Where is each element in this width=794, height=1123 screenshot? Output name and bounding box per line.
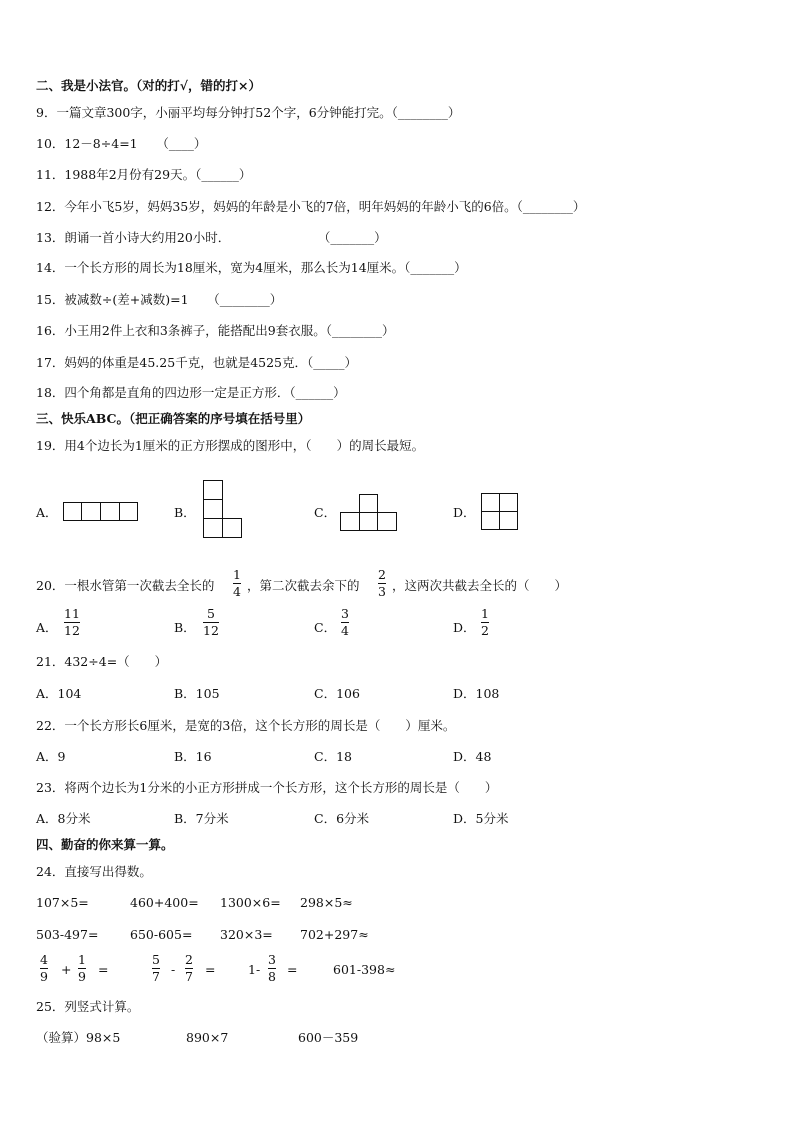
q21-option-d: D．108 [453, 686, 500, 701]
question-18: 18．四个角都是直角的四边形一定是正方形．（______） [36, 385, 346, 400]
section-4-title: 四、勤奋的你来算一算。 [36, 837, 174, 852]
question-11: 11．1988年2月份有29天。（______） [36, 167, 252, 182]
q24-plus: + [61, 962, 72, 977]
q25-item-2: 890×7 [186, 1030, 229, 1045]
frac-d-num: 2 [185, 952, 193, 967]
q22-option-b: B．16 [174, 749, 212, 764]
q25-item-3: 600－359 [298, 1030, 359, 1045]
frac-e-den: 8 [268, 969, 276, 984]
q24-one-minus: 1- [248, 962, 261, 977]
q24-r1-c2: 460+400= [130, 895, 199, 910]
q20-b-den: 12 [203, 623, 219, 638]
q24-frac-4-9 [40, 953, 48, 984]
q24-r2-c1: 503-497= [36, 927, 99, 942]
q20-option-b-fraction [203, 607, 219, 638]
q23-option-a: A．8分米 [36, 811, 91, 826]
q23-option-d: D．5分米 [453, 811, 509, 826]
q20-f1-den: 4 [233, 584, 241, 599]
q24-r2-c4: 702+297≈ [300, 927, 369, 942]
q19-option-b: B． [174, 505, 196, 520]
frac-c-num: 5 [152, 952, 160, 967]
question-22: 22．一个长方形长6厘米，是宽的3倍，这个长方形的周长是（ ）厘米。 [36, 718, 456, 733]
question-12: 12．今年小飞5岁，妈妈35岁，妈妈的年龄是小飞的7倍，明年妈妈的年龄小飞的6倍。（________） [36, 199, 586, 214]
q19-figure-d [481, 493, 521, 533]
q24-r1-c4: 298×5≈ [300, 895, 353, 910]
question-13: 13．朗诵一首小诗大约用20小时． （_______） [36, 230, 387, 245]
q20-f2-num: 2 [378, 567, 386, 582]
q23-option-b: B．7分米 [174, 811, 229, 826]
q20-fraction-2 [378, 568, 386, 599]
q21-option-b: B．105 [174, 686, 220, 701]
question-10: 10．12－8÷4=1 （____） [36, 136, 207, 151]
q20-option-b-label: B． [174, 620, 196, 635]
q23-option-c: C．6分米 [314, 811, 370, 826]
question-25: 25．列竖式计算。 [36, 999, 140, 1014]
q20-d-num: 1 [481, 606, 489, 621]
frac-b-den: 9 [78, 969, 86, 984]
q24-eq-1: = [98, 962, 109, 977]
q19-figure-c [340, 494, 400, 534]
question-14: 14．一个长方形的周长为18厘米，宽为4厘米，那么长为14厘米。（_______） [36, 260, 467, 275]
q24-minus: - [171, 962, 176, 977]
q24-r2-c3: 320×3= [220, 927, 273, 942]
q25-item-1: （验算）98×5 [36, 1030, 121, 1045]
q20-a-den: 12 [64, 623, 80, 638]
q19-figure-a [63, 502, 139, 522]
q24-frac-3-8 [268, 953, 276, 984]
question-17: 17．妈妈的体重是45.25千克，也就是4525克．（_____） [36, 355, 358, 370]
question-9: 9．一篇文章300字，小丽平均每分钟打52个字，6分钟能打完。（________） [36, 105, 461, 120]
q20-c-num: 3 [341, 606, 349, 621]
frac-d-den: 7 [185, 969, 193, 984]
q22-option-a: A．9 [36, 749, 66, 764]
q21-option-a: A．104 [36, 686, 82, 701]
section-3-title: 三、快乐ABC。（把正确答案的序号填在括号里） [36, 411, 311, 426]
question-21: 21．432÷4=（ ） [36, 654, 168, 669]
question-23: 23．将两个边长为1分米的小正方形拼成一个长方形，这个长方形的周长是（ ） [36, 780, 498, 795]
q21-option-c: C．106 [314, 686, 360, 701]
q20-b-num: 5 [206, 606, 215, 621]
q22-option-c: C．18 [314, 749, 352, 764]
q24-frac-1-9 [78, 953, 86, 984]
q20-option-d-label: D． [453, 620, 476, 635]
frac-a-num: 4 [40, 952, 48, 967]
q20-stem-a: 20．一根水管第一次截去全长的 [36, 578, 215, 593]
q20-fraction-1 [233, 568, 241, 599]
q20-d-den: 2 [481, 623, 489, 638]
q24-r1-c1: 107×5= [36, 895, 89, 910]
question-15: 15．被减数÷(差+减数)=1 （________） [36, 292, 283, 307]
q20-stem-b: ，第二次截去余下的 [247, 578, 360, 593]
q20-option-a-fraction [64, 607, 80, 638]
q22-option-d: D．48 [453, 749, 492, 764]
q20-f1-num: 1 [233, 567, 241, 582]
q19-figure-b [203, 480, 245, 540]
q24-frac-2-7 [185, 953, 193, 984]
question-24: 24．直接写出得数。 [36, 864, 152, 879]
q24-r1-c3: 1300×6= [220, 895, 281, 910]
question-16: 16．小王用2件上衣和3条裤子，能搭配出9套衣服。（________） [36, 323, 395, 338]
q24-r2-c2: 650-605= [130, 927, 193, 942]
q24-eq-2: = [205, 962, 216, 977]
q24-eq-3: = [287, 962, 298, 977]
q19-option-a: A． [36, 505, 58, 520]
q20-a-num: 11 [64, 606, 80, 621]
frac-c-den: 7 [152, 969, 160, 984]
q19-option-d: D． [453, 505, 476, 520]
frac-a-den: 9 [40, 969, 48, 984]
q20-f2-den: 3 [378, 584, 386, 599]
q24-r3-c4: 601-398≈ [333, 962, 396, 977]
question-19: 19．用4个边长为1厘米的正方形摆成的图形中，（ ）的周长最短。 [36, 438, 425, 453]
q20-option-c-fraction [341, 607, 349, 638]
q20-c-den: 4 [341, 623, 349, 638]
section-2-title: 二、我是小法官。（对的打√，错的打×） [36, 78, 261, 93]
frac-b-num: 1 [78, 952, 86, 967]
q19-option-c: C． [314, 505, 337, 520]
q20-stem-c: ，这两次共截去全长的（ ） [392, 578, 568, 593]
q24-frac-5-7 [152, 953, 160, 984]
q20-option-c-label: C． [314, 620, 337, 635]
q20-option-a-label: A． [36, 620, 58, 635]
frac-e-num: 3 [268, 952, 276, 967]
q20-option-d-fraction [481, 607, 489, 638]
